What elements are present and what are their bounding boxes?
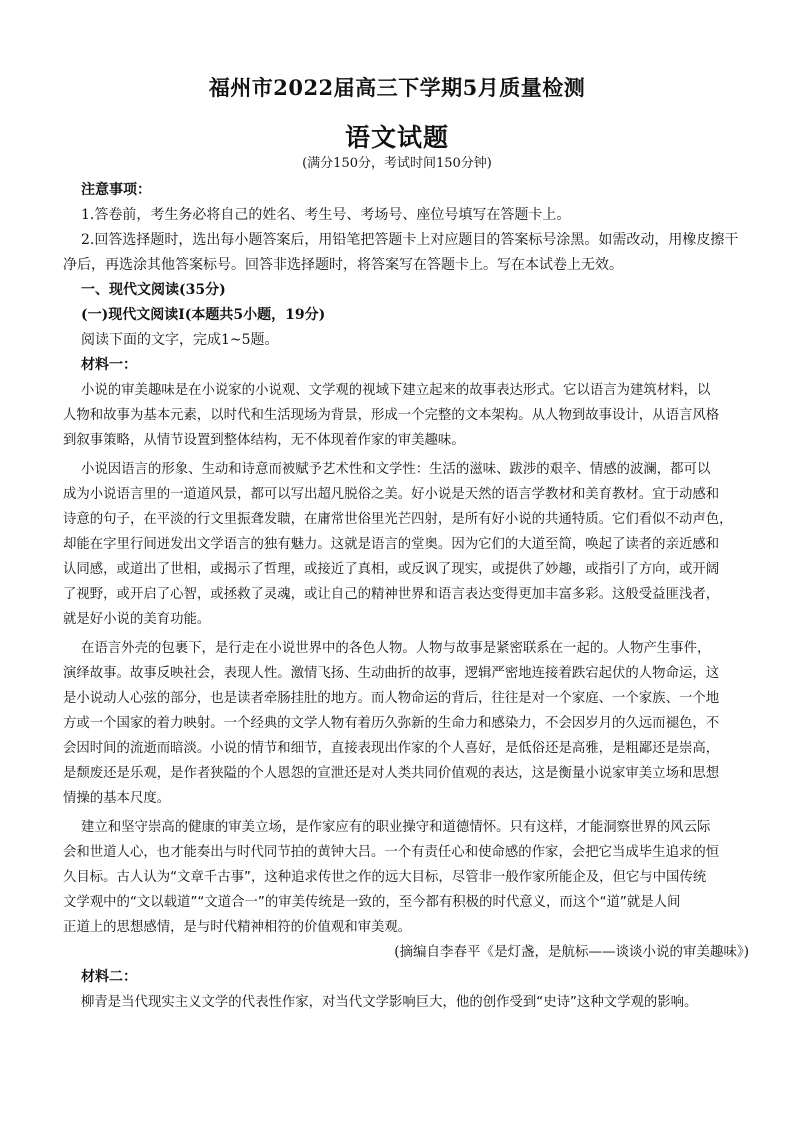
paragraph-line: 却能在字里行间迸发出文学语言的独有魅力。这就是语言的堂奥。因为它们的大道至简，唤起了读者的亲近感和 xyxy=(63,537,720,552)
notice-heading: 注意事项： xyxy=(81,182,151,198)
paragraph-line: 诗意的句子，在平淡的行文里振聋发聩，在庸常世俗里光芒四射，是所有好小说的共通特质。它们看似不动声色， xyxy=(63,512,733,527)
material-1-paragraph-2 xyxy=(63,457,741,632)
material-2-paragraph-1 xyxy=(63,990,741,1015)
exam-content xyxy=(63,178,749,1015)
paragraph-line: 小说的审美趣味是在小说家的小说观、文学观的视域下建立起来的故事表达形式。它以语言为建筑材料，以 xyxy=(81,383,711,398)
material-1-source: (摘编自李春平《是灯盏，是航标——谈谈小说的审美趣味》) xyxy=(394,944,749,960)
paragraph-line: 会和世道人心，也才能奏出与时代同节拍的黄钟大吕。一个有责任心和使命感的作家，会把它当成毕生追求的恒 xyxy=(63,845,720,860)
material-1-paragraph-1 xyxy=(63,378,741,453)
paragraph-line: 建立和坚守崇高的健康的审美立场，是作家应有的职业操守和道德情怀。只有这样，才能洞察世界的风云际 xyxy=(81,820,711,835)
exam-title: 福州市2022届高三下学期5月质量检测 xyxy=(208,75,586,100)
paragraph-line: 人物和故事为基本元素，以时代和生活现场为背景，形成一个完整的文本架构。从人物到故事设计，从语言风格 xyxy=(63,408,720,423)
material-1-paragraph-3 xyxy=(63,636,741,811)
reading-instruction: 阅读下面的文字，完成1~5题。 xyxy=(81,332,279,348)
subject-title: 语文试题 xyxy=(344,123,449,152)
paragraph-line: 正道上的思想感情，是与时代精神相符的价值观和审美观。 xyxy=(63,920,412,935)
score-note: (满分150分，考试时间150分钟) xyxy=(302,156,492,171)
notice-item-2-line-1: 2.回答选择题时，选出每小题答案后，用铅笔把答题卡上对应题目的答案标号涂黑。如需改动，用橡皮擦干 xyxy=(81,232,739,248)
paragraph-line: 了视野，或开启了心智，或拯救了灵魂，或让自己的精神世界和语言表达变得更加丰富多彩。这般受益匪浅者， xyxy=(63,587,720,602)
paragraph-line: 情操的基本尺度。 xyxy=(63,791,171,806)
paragraph-line: 方或一个国家的着力映射。一个经典的文学人物有着历久弥新的生命力和感染力，不会因岁月的久远而褪色，不 xyxy=(63,716,720,731)
material-1-paragraph-4 xyxy=(63,815,741,940)
paragraph-line: 小说因语言的形象、生动和诗意而被赋予艺术性和文学性：生活的滋味、跋涉的艰辛、情感的波澜，都可以 xyxy=(81,462,711,477)
paragraph-line: 是小说动人心弦的部分，也是读者牵肠挂肚的地方。而人物命运的背后，往往是对一个家庭、一个家族、一个地 xyxy=(63,691,720,706)
paragraph-line: 认同感，或道出了世相，或揭示了哲理，或接近了真相，或反讽了现实，或提供了妙趣，或指引了方向，或开阔 xyxy=(63,562,720,577)
paragraph-line: 文学观中的“文以载道”“文道合一”的审美传统是一致的，至今都有积极的时代意义，而这个“道”就是人间 xyxy=(63,895,681,910)
paragraph-line: 柳青是当代现实主义文学的代表性作家，对当代文学影响巨大，他的创作受到“史诗”这种文学观的影响。 xyxy=(81,995,698,1010)
notice-item-2-line-2: 净后，再选涂其他答案标号。回答非选择题时，将答案写在答题卡上。写在本试卷上无效。 xyxy=(63,257,623,273)
material-2-heading: 材料二： xyxy=(81,969,137,985)
paragraph-line: 在语言外壳的包裹下，是行走在小说世界中的各色人物。人物与故事是紧密联系在一起的。人物产生事件， xyxy=(81,641,711,656)
paragraph-line: 演绎故事。故事反映社会，表现人性。激情飞扬、生动曲折的故事，逻辑严密地连接着跌宕起伏的人物命运，这 xyxy=(63,666,720,681)
notice-item-1: 1.答卷前，考生务必将自己的姓名、考生号、考场号、座位号填写在答题卡上。 xyxy=(81,207,571,223)
paragraph-line: 久目标。古人认为“文章千古事”，这种追求传世之作的远大目标，尽管非一般作家所能企及，但它与中国传统 xyxy=(63,870,707,885)
material-1-heading: 材料一： xyxy=(81,357,137,373)
paragraph-line: 就是好小说的美育功能。 xyxy=(63,612,211,627)
section-heading: 一、现代文阅读(35分) xyxy=(81,282,226,298)
paragraph-line: 到叙事策略，从情节设置到整体结构，无不体现着作家的审美趣味。 xyxy=(63,433,465,448)
paragraph-line: 会因时间的流逝而暗淡。小说的情节和细节，直接表现出作家的个人喜好，是低俗还是高雅，是粗鄙还是崇高， xyxy=(63,741,720,756)
subsection-heading: (一)现代文阅读Ⅰ(本题共5小题，19分) xyxy=(81,307,326,323)
paragraph-line: 是颓废还是乐观，是作者狭隘的个人恩怨的宣泄还是对人类共同价值观的表达，这是衡量小说家审美立场和思想 xyxy=(63,766,720,781)
paragraph-line: 成为小说语言里的一道道风景，都可以写出超凡脱俗之美。好小说是天然的语言学教材和美育教材。宜于动感和 xyxy=(63,487,720,502)
